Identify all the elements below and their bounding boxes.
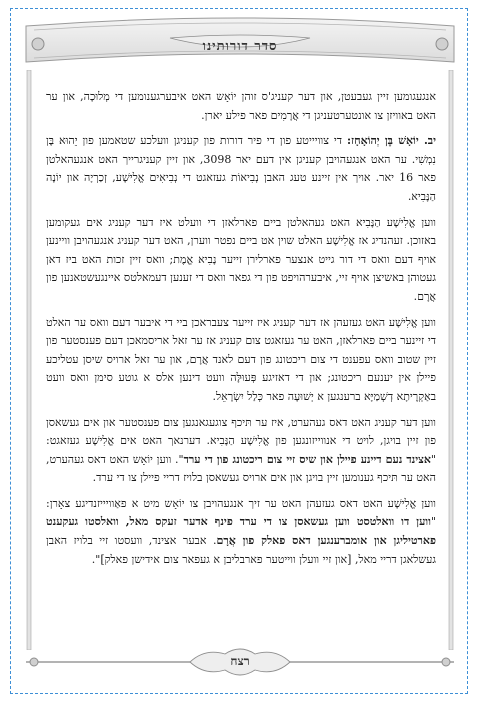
bold-quote: אצינד נעם דיינע פיילן און שיס זיי צום ריכטונג פון די ערד	[183, 452, 431, 466]
paragraph-text: אנגעגומען זיין געבעטן, און דער קעניג'ס זוהן יוֹאָש האט איבערגענומען די מְלוּכָה, און ער האט באוויזן צו אונטערטעניגן די אֲרָמִים פאר פילע יארן.	[46, 90, 436, 122]
paragraph-text: ווען אֱלִישָׁע האט געזעהן אז דער קעניג איז זייער צעבראכן ביי די איבער דעם וואס ער האלט די זיינער ביים פארלאזן, האט ער געזאגט צום קעניג אז ער זאל אריסמאכן דעם פענסטער פון זיין שטוב וואס עפענט די צום ריכטונג פון דעם לאנד אֲרָם, און ער זאל ארויס שיסן עטליכע פיילן אין יענעם ריכטונג; און די דאזיגע פְּעוּלָּה וועט דינען אלס א גוטע סימן וואס וועט באַקְרֶיתָא דְשְׁמַיָּא ברענגען א יְשׁוּעָה פאר כְּלַל יִשְׂרָאֵל.	[46, 315, 436, 403]
paragraph	[46, 495, 436, 569]
paragraph	[46, 132, 436, 206]
section-heading: יב. יוֹאָשׁ בֶּן יְהוֹאָחָז:	[346, 134, 436, 148]
left-ornament-rule	[26, 70, 32, 650]
paragraph	[46, 214, 436, 307]
paragraph-text: ווען אֱלִישָׁע האט דאס געזעהן האט ער זיך אנגעהויבן צו יוֹאָש מיט א פאַוויייזנדיגע צאָרן: "	[46, 496, 436, 529]
paragraph-text: ". ווען יוֹאָש האט דאס געהערט, האט ער תּיכף גענומען זיין בויגן און אים ארויס געשאסן בלויז דריי פיילן צו די ערד.	[46, 452, 436, 485]
bold-quote: ווען דו וואלטסט ווען געשאסן צו די ערד פינף אדער זעקס מאל, וואלסטו געקענט פארטיליגן און אומברענגען דאס פאלק פון אֲרָם	[46, 515, 436, 548]
paragraph	[46, 414, 436, 488]
running-header-title: סדר דורותינו	[202, 39, 278, 54]
header-ornament	[20, 16, 460, 74]
paragraph-text: ווען אֱלִישָׁע הַנָּבִיא האט געהאלטן ביים פארלאזן די וועלט איז דער קעניג אים געקומען באזוכן. זעהנדיג אז אֱלִישָׁע האלט שוין אט ביים נפטר ווערן, האט דער קעניג אנגעהויבן וויינען אויף דעם וואס די דור גייט אנצער פארלירן זייער נָבִיא אֱמֶת; וואס זיין זכות האט ביז דאן געטוהן באשיצן אויף זיי, איבערהויפט פון די גפאר וואס די זענען דעמאלטס איינגעשטאנען פון אֲרָם.	[46, 215, 436, 303]
footer-ornament	[20, 640, 460, 684]
paragraph-text: די צוויייטע פון די פיר דורות פון קעניגן וועלכע שטאמען פון יֵהוּא בֶּן נִמְשִׁי. ער האט אנגעהויבן קעניגן אין דעם יאר 3098, און זיין קעניגרייך האט אנגעהאלטן פאר 16 יאר. אויך אין זיינע טעג האבן נְבִיאוֹת געזאגט די נְבִיאִים אֱלִישָׁע, זְכַרְיָה און יוֹנָה הַנָּבִיא.	[46, 134, 437, 203]
paragraph-text: ווען דער קעניג האט דאס געהערט, איז ער תּיכף צוגעגאנגען צום פענסטער און אים געשאסן פון זיין בויגן, לויט די אנווייזונגען פון אֱלִישָׁע הַנָּבִיא. דערנאך האט אים אֱלִישָׁע געזאגט: "	[46, 415, 436, 466]
page-number: רצח	[230, 654, 250, 668]
paragraph	[46, 88, 436, 125]
body-text	[46, 88, 436, 636]
right-ornament-rule	[448, 70, 454, 650]
paragraph	[46, 314, 436, 407]
paragraph-text: . אבער אצינד, וועסטו זיי בלויז האבן געשלאגן דריי מאל, [און זיי וועלן ווייטער פארבליבן א געפאר צום אידישן פאלק]".	[46, 534, 436, 566]
